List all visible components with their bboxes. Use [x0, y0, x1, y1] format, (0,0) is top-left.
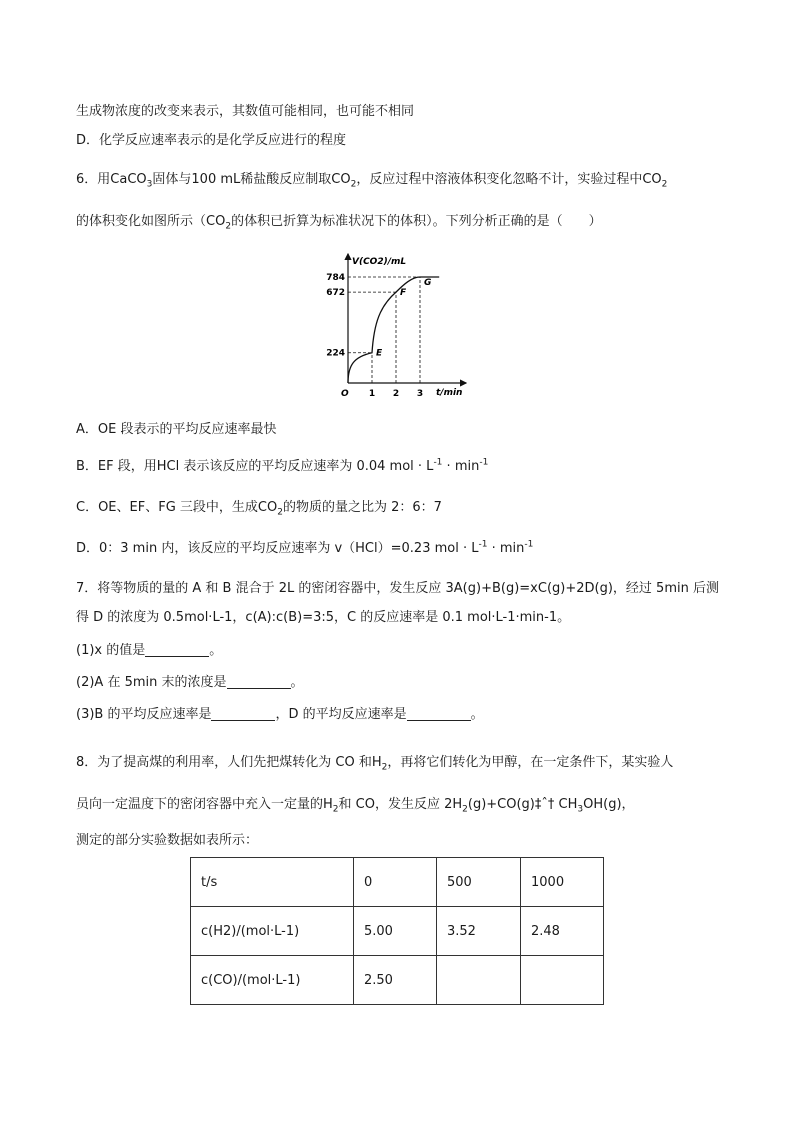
q7-part2: (2)A 在 5min 末的浓度是 。	[76, 675, 304, 690]
x-tick-label: 2	[392, 389, 400, 399]
point-label: F	[400, 288, 407, 299]
table-cell	[521, 956, 604, 1005]
q7-part3: (3)B 的平均反应速率是 ，D 的平均反应速率是 。	[76, 707, 484, 722]
q8-stem-line1: 8．为了提高煤的利用率，人们先把煤转化为 CO 和$H_2$，再将它们转化为甲醇，在一定条件下，某实验人	[76, 755, 674, 773]
table-cell: 5.00	[354, 907, 437, 956]
q6-stem-line1: 6．用CaCO$_3$固体与100 mL稀盐酸反应制取$CO_2$，反应过程中溶液体积变化忽略不计，实验过程中$CO_2$	[76, 172, 668, 190]
answer-blank[interactable]	[407, 706, 471, 721]
table-cell: 500	[437, 858, 521, 907]
q6-option-b: B．EF 段，用HCl 表示该反应的平均反应速率为 0.04 mol · $L^{-1} \cdot \min^{-1}$	[76, 457, 489, 474]
q6-option-d: D．0：3 min 内，该反应的平均反应速率为 v（HCl）=0.23 mol · $L^{-1} \cdot \min^{-1}$	[76, 539, 534, 556]
table-cell: 3.52	[437, 907, 521, 956]
answer-blank[interactable]	[227, 674, 291, 689]
q5-option-d: D．化学反应速率表示的是化学反应进行的程度	[76, 133, 347, 148]
x-tick-label: 3	[416, 389, 424, 399]
x-axis-label: t/min	[436, 388, 463, 398]
y-tick-label: 784	[326, 273, 345, 283]
y-tick-label: 672	[326, 288, 345, 299]
table-row	[191, 956, 604, 1005]
q8-stem-line3: 测定的部分实验数据如表所示：	[76, 833, 259, 848]
table-row	[191, 907, 604, 956]
q6-option-a: A．OE 段表示的平均反应速率最快	[76, 422, 277, 437]
q7-part1: (1)x 的值是 。	[76, 643, 223, 658]
answer-blank[interactable]	[145, 642, 209, 657]
y-axis-label: V(CO2)/mL	[352, 257, 407, 267]
table-cell: c(H2)/(mol·L-1)	[191, 907, 354, 956]
co2-curve	[348, 277, 439, 383]
table-cell: t/s	[191, 858, 354, 907]
q7-stem-line2: 得 D 的浓度为 0.5mol·L-1，c(A):c(B)=3:5，C 的反应速率是 0.1 mol·L-1·min-1。	[76, 610, 571, 625]
experiment-data-table	[190, 857, 604, 1005]
table-cell: 2.48	[521, 907, 604, 956]
table-cell: 0	[354, 858, 437, 907]
q5-continuation: 生成物浓度的改变来表示，其数值可能相同，也可能不相同	[76, 104, 415, 119]
point-label: G	[424, 278, 432, 288]
point-label: E	[376, 348, 383, 359]
origin-label: O	[341, 389, 349, 399]
x-tick-label: 1	[368, 389, 376, 399]
co2-volume-graph	[320, 248, 470, 400]
table-cell: 1000	[521, 858, 604, 907]
table-cell: c(CO)/(mol·L-1)	[191, 956, 354, 1005]
answer-blank[interactable]	[211, 706, 275, 721]
q7-stem-line1: 7．将等物质的量的 A 和 B 混合于 2L 的密闭容器中，发生反应 3A(g)+B(g)=xC(g)+2D(g)，经过 5min 后测	[76, 581, 719, 596]
table-cell: 2.50	[354, 956, 437, 1005]
q8-stem-line2: 员向一定温度下的密闭容器中充入一定量的$H_2$和 CO，发生反应 $2H_2(g)+CO(g)\ddagger ˆ\dagger$ $CH_3OH(g)$，	[76, 797, 635, 815]
q6-stem-line2: 的体积变化如图所示（$CO_2$的体积已折算为标准状况下的体积）。下列分析正确的是（ ）	[76, 214, 602, 232]
q6-option-c: C．OE、EF、FG 三段中，生成$CO_2$的物质的量之比为 2：6：7	[76, 500, 442, 518]
y-tick-label: 224	[326, 348, 345, 359]
table-cell	[437, 956, 521, 1005]
table-header-row	[191, 858, 604, 907]
